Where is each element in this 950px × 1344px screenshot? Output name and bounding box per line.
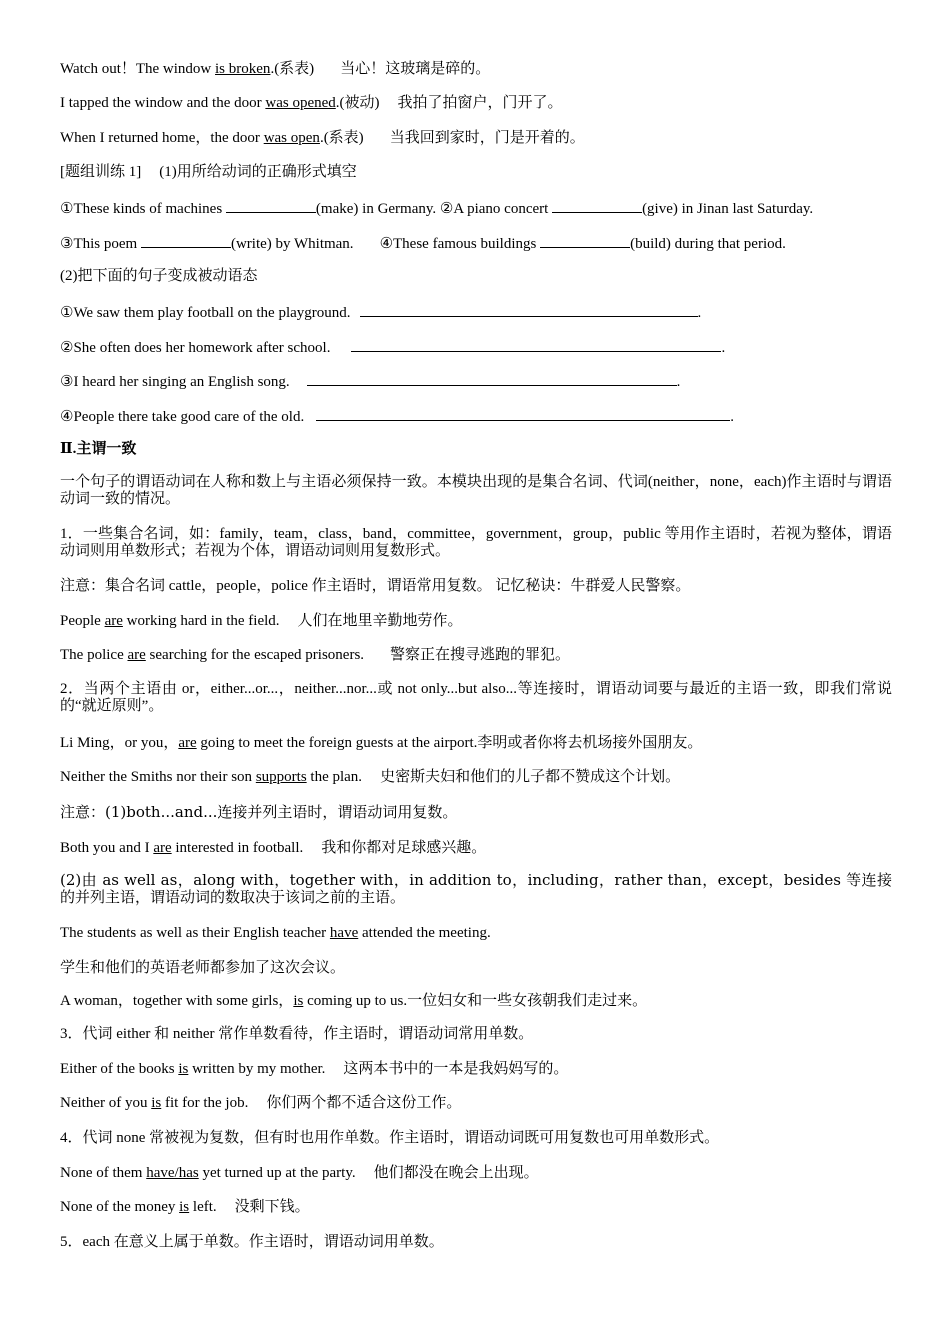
sentence: Neither of you [60, 1095, 152, 1111]
underlined-verb: are [104, 613, 123, 629]
answer-blank[interactable] [552, 198, 642, 213]
sentence: searching for the escaped prisoners. [145, 647, 365, 663]
translation: 你们两个都不适合这份工作。 [266, 1095, 462, 1111]
sentence: coming up to us. [303, 993, 408, 1009]
note-line [60, 577, 892, 596]
translation: 李明或者你将去机场接外国朋友。 [477, 735, 703, 751]
sentence: I tapped the window and the door [60, 95, 266, 111]
translation: 当心！这玻璃是碎的。 [340, 61, 491, 77]
sentence: None of the money [60, 1199, 180, 1215]
sentence: fit for the job. [161, 1095, 249, 1111]
answer-blank[interactable] [307, 371, 677, 386]
section-title: Ⅱ.主谓一致 [60, 441, 137, 457]
translation: 人们在地里辛勤地劳作。 [297, 613, 463, 629]
rewrite-question [60, 371, 892, 392]
note-text: (1)both...and...连接并列主语时，谓语动词用复数。 [105, 803, 458, 821]
underlined-verb: is [178, 1061, 189, 1077]
question-text: ①These kinds of machines [60, 201, 226, 217]
note-label: 注意： [60, 805, 106, 821]
sentence: interested in football. [171, 840, 304, 856]
rewrite-question [60, 302, 892, 323]
translation: 我拍了拍窗户，门开了。 [397, 95, 563, 111]
sentence: .(被动) [335, 95, 380, 111]
sentence: Either of the books [60, 1061, 179, 1077]
rewrite-question [60, 337, 892, 358]
example-line [60, 1198, 892, 1217]
translation: 我和你都对足球感兴趣。 [321, 838, 487, 856]
sentence: working hard in the field. [122, 613, 280, 629]
underlined-verb: are [153, 840, 172, 856]
example-line [60, 1164, 892, 1183]
question-text: ④These famous buildings [379, 236, 541, 252]
note-paragraph: (2)由 as well as，along with，together with，in addition to，including，rather than，except，besides 等连接的并列主语，谓语动词的数取决于该词之前的主语。 [60, 871, 892, 906]
question-text: ③This poem [60, 236, 141, 252]
sentence: .(系表) [319, 130, 364, 146]
sentence: going to meet the foreign guests at the airport. [196, 735, 478, 751]
translation: 他们都没在晚会上出现。 [373, 1165, 539, 1181]
example-line [60, 924, 892, 943]
period: . [676, 374, 681, 390]
example-line [60, 991, 892, 1011]
example-line [60, 1060, 892, 1079]
rule-paragraph: 4．代词 none 常被视为复数，但有时也用作单数。作主语时，谓语动词既可用复数也可用单数形式。 [60, 1130, 720, 1146]
note-label: 注意： [60, 578, 106, 594]
question-text: (give) in Jinan last Saturday. [642, 201, 814, 217]
exercise-question-line [60, 198, 892, 219]
answer-blank[interactable] [540, 233, 630, 248]
sentence: the plan. [306, 769, 363, 785]
period: . [697, 305, 702, 321]
underlined-verb: is [151, 1095, 162, 1111]
translation-line: 学生和他们的英语老师都参加了这次会议。 [60, 958, 346, 976]
translation: 史密斯夫妇和他们的儿子都不赞成这个计划。 [380, 769, 681, 785]
answer-blank[interactable] [226, 198, 316, 213]
sentence: Neither the Smiths nor their son [60, 769, 256, 785]
rule-paragraph: 5．each 在意义上属于单数。作主语时，谓语动词用单数。 [60, 1234, 444, 1250]
question-text: (build) during that period. [630, 236, 786, 252]
sentence: Watch out！The window [60, 61, 216, 77]
paragraph: 一个句子的谓语动词在人称和数上与主语必须保持一致。本模块出现的是集合名词、代词(neither，none，each)作主语时与谓语动词一致的情况。 [60, 474, 892, 507]
example-line [60, 768, 892, 787]
sentence: The police [60, 647, 128, 663]
example-line [60, 612, 892, 631]
question-text: ①We saw them play football on the playground. [60, 305, 351, 321]
answer-blank[interactable] [141, 233, 231, 248]
answer-blank[interactable] [351, 337, 721, 352]
question-text: ④People there take good care of the old. [60, 409, 305, 425]
exercise-part-title: (1)用所给动词的正确形式填空 [159, 164, 357, 180]
rule-paragraph: 1．一些集合名词，如：family，team，class，band，committee，government，group，public 等用作主语时，若视为整体，谓语动词则用单数形式；若视为个体，谓语动词则用复数形式。 [60, 526, 892, 559]
translation: 一位妇女和一些女孩朝我们走过来。 [407, 991, 648, 1009]
underlined-verb: have [329, 925, 359, 941]
translation: 当我回到家时，门是开着的。 [389, 130, 585, 146]
sentence: attended the meeting. [358, 925, 491, 941]
underlined-verb: are [178, 735, 197, 751]
translation: 警察正在搜寻逃跑的罪犯。 [390, 647, 571, 663]
exercise-heading [60, 163, 892, 182]
question-text: (make) in Germany. ②A piano concert [315, 201, 553, 217]
sentence: Li Ming，or you， [60, 735, 179, 751]
sentence: written by my mother. [188, 1061, 326, 1077]
sentence: None of them [60, 1165, 147, 1181]
exercise-part-title: (2)把下面的句子变成被动语态 [60, 268, 258, 284]
question-text: (write) by Whitman. [230, 236, 354, 252]
sentence: People [60, 613, 105, 629]
note-line [60, 803, 892, 823]
underlined-verb: is [179, 1199, 190, 1215]
underlined-verb: supports [255, 769, 307, 785]
example-line [60, 129, 892, 148]
sentence: A woman，together with some girls， [60, 993, 294, 1009]
sentence: When I returned home，the door [60, 130, 264, 146]
underlined-verb: was opened [265, 95, 336, 111]
underlined-verb: was open [263, 130, 320, 146]
example-line [60, 646, 892, 665]
note-text: 集合名词 cattle，people，police 作主语时，谓语常用复数。 记忆秘诀：牛群爱人民警察。 [105, 578, 691, 594]
exercise-question-line [60, 233, 892, 254]
sentence: .(系表) [270, 61, 315, 77]
period: . [721, 340, 726, 356]
answer-blank[interactable] [316, 406, 730, 421]
translation: 没剩下钱。 [234, 1199, 310, 1215]
question-text: ②She often does her homework after school. [60, 340, 331, 356]
rewrite-question [60, 406, 892, 427]
exercise-label: [题组训练 1] [60, 164, 142, 180]
sentence: The students as well as their English teacher [60, 925, 330, 941]
rule-paragraph: 2．当两个主语由 or，either...or...，neither...nor...或 not only...but also...等连接时，谓语动词要与最近的主语一致，即我们常说的“就近原则”。 [60, 681, 892, 714]
underlined-verb: is broken [215, 61, 271, 77]
rule-paragraph: 3．代词 either 和 neither 常作单数看待，作主语时，谓语动词常用单数。 [60, 1026, 534, 1042]
sentence: left. [189, 1199, 217, 1215]
sentence: Both you and I [60, 840, 154, 856]
translation: 这两本书中的一本是我妈妈写的。 [343, 1061, 569, 1077]
underlined-verb: is [293, 993, 304, 1009]
answer-blank[interactable] [360, 302, 698, 317]
sentence: yet turned up at the party. [198, 1165, 356, 1181]
underlined-verb: are [127, 647, 146, 663]
example-line [60, 1094, 892, 1113]
period: . [730, 409, 734, 425]
example-line [60, 60, 892, 79]
question-text: ③I heard her singing an English song. [60, 374, 290, 390]
example-line [60, 734, 892, 753]
example-line [60, 838, 892, 858]
underlined-verb: have/has [146, 1165, 199, 1181]
example-line [60, 94, 892, 113]
